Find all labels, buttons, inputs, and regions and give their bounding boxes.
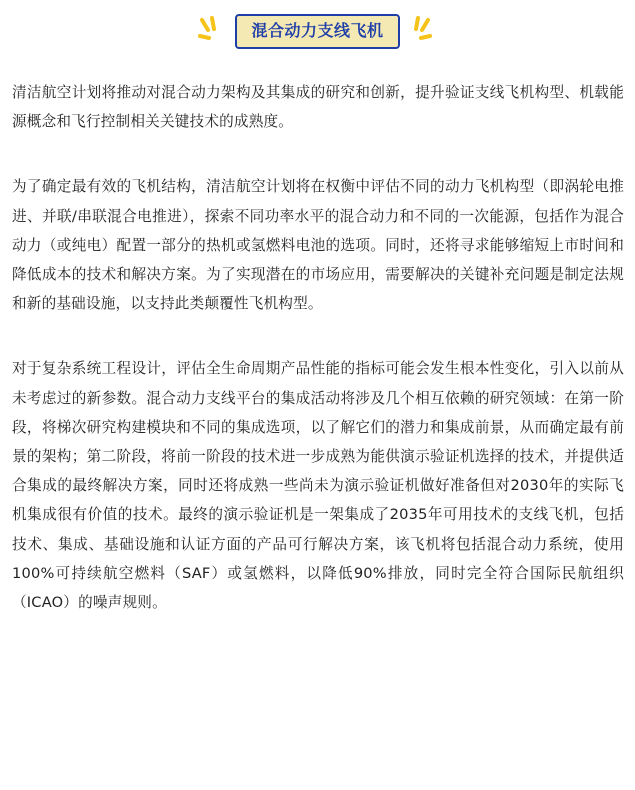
- spark-lines-icon: [410, 16, 432, 46]
- section-header: [0, 8, 635, 52]
- paragraph-system-engineering: 对于复杂系统工程设计，评估全生命周期产品性能的指标可能会发生根本性变化，引入以前从未考虑过的新参数。混合动力支线平台的集成活动将涉及几个相互依赖的研究领域：在第一阶段，将梯次研究构建模块和不同的集成选项，以了解它们的潜力和集成前景，从而确定最有前景的架构；第二阶段，将前一阶段的技术进一步成熟为能供演示验证机选择的技术，并提供适合集成的最终解决方案，同时还将成熟一些尚未为演示验证机做好准备但对2030年的实际飞机集成很有价值的技术。最终的演示验证机是一架集成了2035年可用技术的支线飞机，包括技术、集成、基础设施和认证方面的产品可行解决方案，该飞机将包括混合动力系统，使用100%可持续航空燃料（SAF）或氢燃料，以降低90%排放，同时完全符合国际民航组织（ICAO）的噪声规则。: [12, 360, 624, 612]
- section-title: 混合动力支线飞机: [235, 14, 399, 49]
- article-body: [12, 78, 624, 617]
- spark-lines-icon: [198, 16, 220, 46]
- paragraph-configurations: 为了确定最有效的飞机结构，清洁航空计划将在权衡中评估不同的动力飞机构型（即涡轮电推进、并联/串联混合电推进），探索不同功率水平的混合动力和不同的一次能源，包括作为混合动力（或纯电）配置一部分的热机或氢燃料电池的选项。同时，还将寻求能够缩短上市时间和降低成本的技术和解决方案。为了实现潜在的市场应用，需要解决的关键补充问题是制定法规和新的基础设施，以支持此类颠覆性飞机构型。: [12, 178, 624, 313]
- paragraph-intro: 清洁航空计划将推动对混合动力架构及其集成的研究和创新，提升验证支线飞机构型、机载能源概念和飞行控制相关关键技术的成熟度。: [12, 84, 624, 131]
